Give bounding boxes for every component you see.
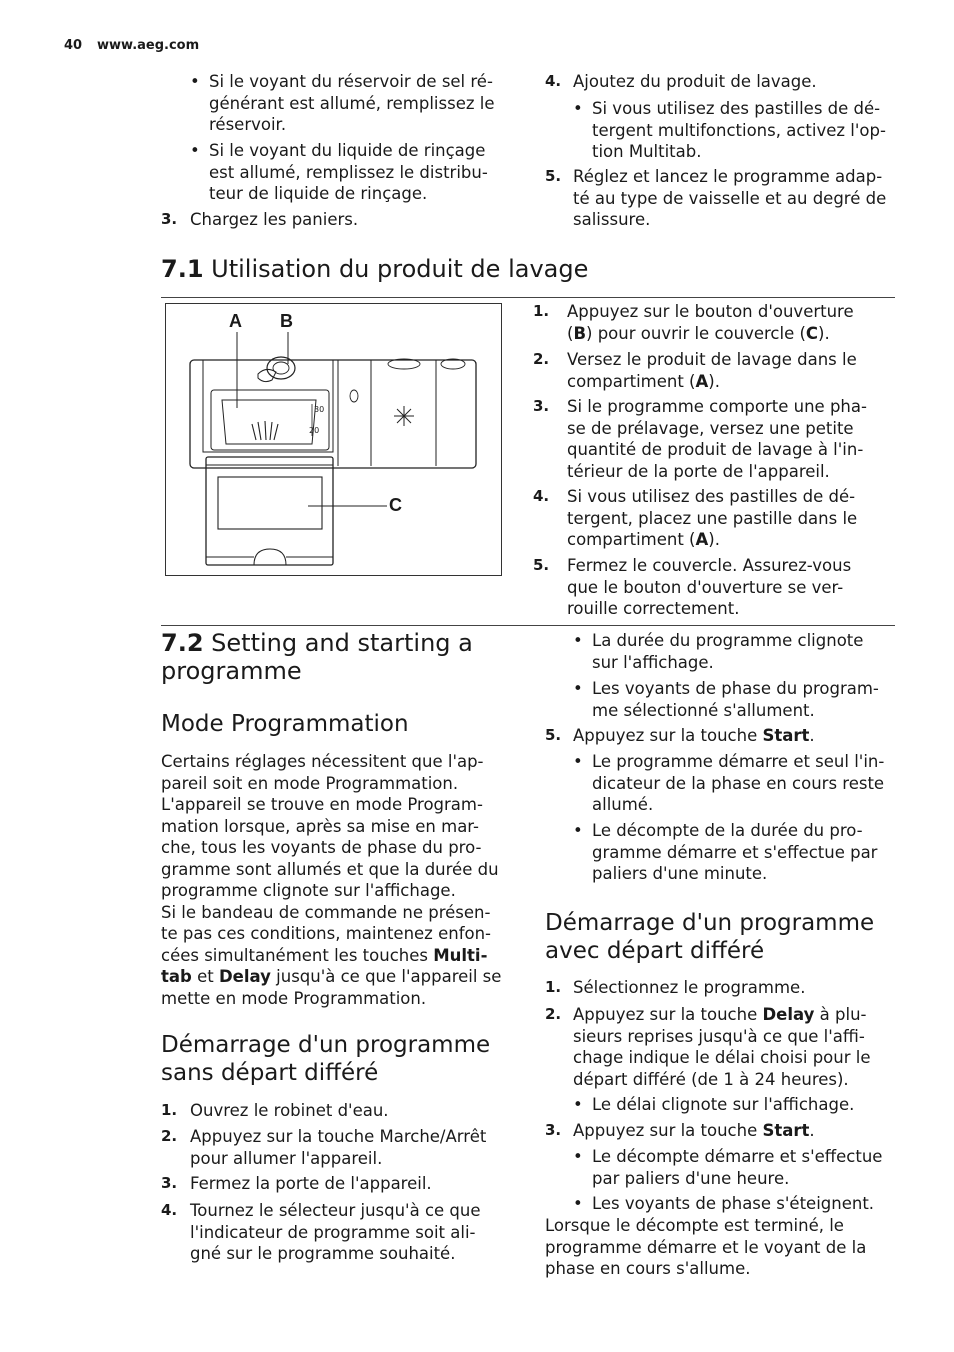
header-url: www.aeg.com [97, 38, 200, 53]
step-item [161, 1100, 521, 1122]
list-item [573, 820, 903, 885]
step-text: Chargez les paniers. [190, 210, 359, 229]
bullet-text: Les voyants de phase du program- me sélectionné s'allument. [592, 679, 879, 720]
step-number: 4. [533, 487, 550, 505]
step-text: Fermez le couvercle. Assurez-vous que le bouton d'ouverture se ver- rouille correctement. [567, 556, 852, 618]
step-text: Ouvrez le robinet d'eau. [190, 1101, 389, 1120]
step-item [161, 1200, 521, 1265]
step-text: Si vous utilisez des pastilles de dé- tergent, placez une pastille dans le compartiment (A). [567, 487, 858, 549]
divider [161, 297, 895, 298]
bullet-icon: • [190, 141, 200, 160]
bullet-text: Le délai clignote sur l'affichage. [592, 1095, 855, 1114]
step-item [545, 725, 905, 747]
step-item [161, 1173, 521, 1195]
scale-30-label: 30 [314, 405, 325, 414]
step-number: 5. [533, 556, 550, 574]
bullet-icon: • [573, 752, 583, 771]
bullet-text: Si vous utilisez des pastilles de dé- tergent multifonctions, activez l'op- tion Multitab. [592, 99, 886, 161]
page-number: 40 [64, 38, 83, 53]
figure-label-c: C [389, 495, 402, 515]
section-heading [161, 255, 588, 283]
list-item [573, 630, 903, 673]
list-item [573, 1146, 903, 1189]
mode-paragraph: Certains réglages nécessitent que l'ap- pareil soit en mode Programmation. L'appareil se trouve en mode Program- mation lorsque, après sa mise en mar- che, tous les voyants de phase du pro- gramme sont allumés et que la durée du programme clignote sur l'affichage. Si le bandeau de commande ne présen- te pas ces conditions, maintenez enfon- cées simultanément les touches Multi- tab et Delay jusqu'à ce que l'appareil se mette en mode Programmation. [161, 752, 502, 1008]
list-item [573, 1193, 903, 1215]
step-text: Appuyez sur la touche Marche/Arrêt pour allumer l'appareil. [190, 1127, 487, 1168]
step-text: Appuyez sur la touche Start. [573, 726, 815, 745]
list-item [190, 140, 520, 205]
step-item [545, 166, 905, 231]
step-number: 1. [161, 1101, 178, 1119]
section-title: Setting and starting a programme [161, 629, 473, 685]
bullet-icon: • [573, 1147, 583, 1166]
list-item [573, 1094, 903, 1116]
step-item [545, 1120, 905, 1142]
step-text: Si le programme comporte une pha- se de prélavage, versez une petite quantité de produit de lavage à l'in- térieur de la porte de l'appareil. [567, 397, 867, 481]
list-item [190, 71, 520, 136]
detergent-dispenser-figure [165, 303, 502, 576]
dispenser-illustration [166, 304, 503, 577]
step-item [533, 555, 893, 620]
list-item [573, 98, 903, 163]
bullet-text: Le décompte démarre et s'effectue par paliers d'une heure. [592, 1147, 883, 1188]
section-number: 7.1 [161, 255, 204, 283]
step-number: 3. [545, 1121, 562, 1139]
bullet-icon: • [190, 72, 200, 91]
bullet-icon: • [573, 1095, 583, 1114]
step-text: Tournez le sélecteur jusqu'à ce que l'indicateur de programme soit ali- gné sur le programme souhaité. [190, 1201, 481, 1263]
step-text: Versez le produit de lavage dans le compartiment (A). [567, 350, 857, 391]
step-item [545, 977, 905, 999]
step-number: 3. [533, 397, 550, 415]
scale-20-label: 20 [309, 426, 320, 435]
bullet-icon: • [573, 99, 583, 118]
step-number: 2. [533, 350, 550, 368]
section-number: 7.2 [161, 629, 204, 657]
bullet-icon: • [573, 631, 583, 650]
list-item [573, 678, 903, 721]
section-title: Utilisation du produit de lavage [211, 255, 589, 283]
step-text: Réglez et lancez le programme adap- té au type de vaisselle et au degré de salissure. [573, 167, 887, 229]
figure-label-a: A [229, 311, 242, 331]
step-number: 3. [161, 1174, 178, 1192]
step-item [161, 209, 521, 231]
step-item [533, 349, 893, 392]
list-item [573, 751, 903, 816]
step-text: Sélectionnez le programme. [573, 978, 806, 997]
bullet-icon: • [573, 679, 583, 698]
rinse-aid-indicator-icon [394, 406, 414, 426]
step-number: 3. [161, 210, 178, 228]
subsection-heading: Démarrage d'un programme sans départ différé [161, 1032, 491, 1086]
step-number: 2. [545, 1005, 562, 1023]
closing-paragraph: Lorsque le décompte est terminé, le programme démarre et le voyant de la phase en cours s'allume. [545, 1216, 867, 1278]
divider [161, 625, 895, 626]
step-number: 1. [533, 302, 550, 320]
bullet-text: Les voyants de phase s'éteignent. [592, 1194, 875, 1213]
subsection-heading: Mode Programmation [161, 711, 409, 737]
step-number: 1. [545, 978, 562, 996]
step-number: 4. [161, 1201, 178, 1219]
bullet-text: Le décompte de la durée du pro- gramme démarre et s'effectue par paliers d'une minute. [592, 821, 878, 883]
step-item [533, 486, 893, 551]
step-item [545, 1004, 905, 1090]
step-number: 4. [545, 72, 562, 90]
detergent-symbol-icon [252, 421, 278, 440]
bullet-text: Le programme démarre et seul l'in- dicateur de la phase en cours reste allumé. [592, 752, 885, 814]
bullet-icon: • [573, 821, 583, 840]
step-number: 5. [545, 167, 562, 185]
step-item [161, 1126, 521, 1169]
step-text: Appuyez sur le bouton d'ouverture (B) pour ouvrir le couvercle (C). [567, 302, 854, 343]
step-item [533, 396, 893, 482]
subsection-heading: Démarrage d'un programme avec départ différé [545, 910, 875, 964]
step-item [533, 301, 893, 344]
step-text: Appuyez sur la touche Start. [573, 1121, 815, 1140]
section-heading [161, 629, 521, 685]
step-number: 2. [161, 1127, 178, 1145]
step-text: Ajoutez du produit de lavage. [573, 72, 817, 91]
step-item [545, 71, 905, 93]
step-text: Fermez la porte de l'appareil. [190, 1174, 432, 1193]
step-text: Appuyez sur la touche Delay à plu- sieurs reprises jusqu'à ce que l'affi- chage indique le délai choisi pour le départ différé (de 1 à 24 heures). [573, 1005, 871, 1089]
bullet-text: Si le voyant du réservoir de sel ré- générant est allumé, remplissez le réservoir. [209, 72, 495, 134]
figure-label-b: B [280, 311, 293, 331]
bullet-text: La durée du programme clignote sur l'affichage. [592, 631, 864, 672]
bullet-text: Si le voyant du liquide de rinçage est allumé, remplissez le distribu- teur de liquide de rinçage. [209, 141, 488, 203]
bullet-icon: • [573, 1194, 583, 1213]
step-number: 5. [545, 726, 562, 744]
